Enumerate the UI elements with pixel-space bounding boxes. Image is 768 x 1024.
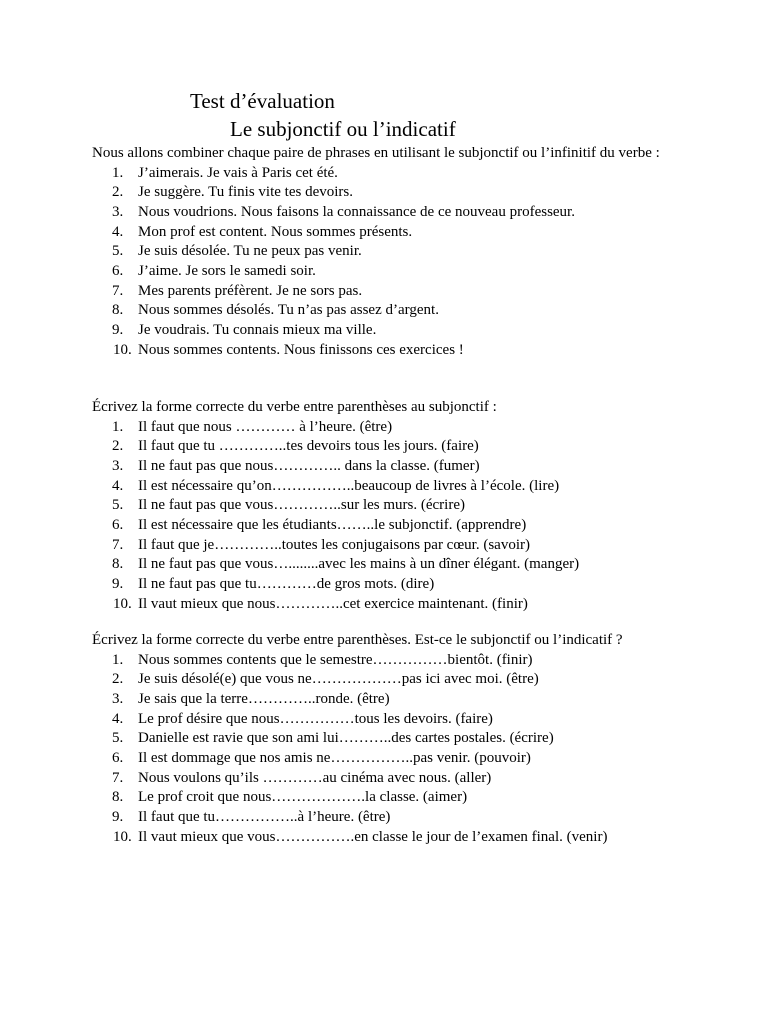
list-item: 4. Il est nécessaire qu’on……………..beaucoup de livres à l’école. (lire) <box>112 477 560 494</box>
list-item: 3. Nous voudrions. Nous faisons la connaissance de ce nouveau professeur. <box>112 203 575 220</box>
list-item: 6. Il est dommage que nos amis ne……………..pas venir. (pouvoir) <box>112 750 531 767</box>
list-item: 9. Je voudrais. Tu connais mieux ma ville. <box>112 322 377 339</box>
list-item: 8. Le prof croit que nous……………….la classe. (aimer) <box>112 789 468 806</box>
list-item: 1. J’aimerais. Je vais à Paris cet été. <box>112 164 338 181</box>
exercise-1-list <box>92 164 676 361</box>
exercise-2-instructions: Écrivez la forme correcte du verbe entre parenthèses au subjonctif : <box>92 399 497 415</box>
list-item: 10. Il vaut mieux que nous…………..cet exercice maintenant. (finir) <box>113 595 528 612</box>
list-item: 5. Je suis désolée. Tu ne peux pas venir. <box>112 243 362 260</box>
list-item: 9. Il ne faut pas que tu…………de gros mots. (dire) <box>112 576 435 593</box>
document-title: Test d’évaluation <box>190 89 335 113</box>
exercise-section-2 <box>92 398 676 615</box>
list-item: 5. Danielle est ravie que son ami lui………..des cartes postales. (écrire) <box>112 730 554 747</box>
list-item: 3. Il ne faut pas que nous………….. dans la classe. (fumer) <box>112 457 480 474</box>
list-item: 7. Mes parents préfèrent. Je ne sors pas. <box>112 282 363 299</box>
list-item: 8. Nous sommes désolés. Tu n’as pas assez d’argent. <box>112 302 439 319</box>
list-item: 7. Nous voulons qu’ils …………au cinéma avec nous. (aller) <box>112 769 492 786</box>
list-item: 7. Il faut que je…………..toutes les conjugaisons par cœur. (savoir) <box>112 536 530 553</box>
list-item: 3. Je sais que la terre…………..ronde. (être) <box>112 690 390 707</box>
exercise-1-instructions: Nous allons combiner chaque paire de phrases en utilisant le subjonctif ou l’infinitif du verbe : <box>92 145 660 161</box>
list-item: 5. Il ne faut pas que vous…………..sur les murs. (écrire) <box>112 497 465 514</box>
list-item: 1. Nous sommes contents que le semestre……………bientôt. (finir) <box>112 651 533 668</box>
list-item: 10. Nous sommes contents. Nous finissons ces exercices ! <box>113 341 464 358</box>
exercise-section-3 <box>92 631 676 848</box>
list-item: 8. Il ne faut pas que vous…........avec les mains à un dîner élégant. (manger) <box>112 556 580 573</box>
exercise-3-instructions: Écrivez la forme correcte du verbe entre parenthèses. Est-ce le subjonctif ou l’indicatif ? <box>92 632 623 648</box>
list-item: 4. Mon prof est content. Nous sommes présents. <box>112 223 413 240</box>
exercise-2-list <box>92 418 676 615</box>
list-item: 1. Il faut que nous ………… à l’heure. (être) <box>112 418 393 435</box>
exercise-3-list <box>92 651 676 848</box>
document-subtitle: Le subjonctif ou l’indicatif <box>230 117 456 141</box>
list-item: 10. Il vaut mieux que vous…………….en classe le jour de l’examen final. (venir) <box>113 828 608 845</box>
exercise-section-1 <box>92 144 676 361</box>
list-item: 2. Il faut que tu …………..tes devoirs tous les jours. (faire) <box>112 438 479 455</box>
list-item: 2. Je suis désolé(e) que vous ne………………pas ici avec moi. (être) <box>112 671 539 688</box>
list-item: 2. Je suggère. Tu finis vite tes devoirs. <box>112 184 353 201</box>
list-item: 6. J’aime. Je sors le samedi soir. <box>112 263 316 280</box>
list-item: 4. Le prof désire que nous……………tous les devoirs. (faire) <box>112 710 493 727</box>
list-item: 9. Il faut que tu……………..à l’heure. (être) <box>112 809 391 826</box>
list-item: 6. Il est nécessaire que les étudiants……..le subjonctif. (apprendre) <box>112 517 527 534</box>
